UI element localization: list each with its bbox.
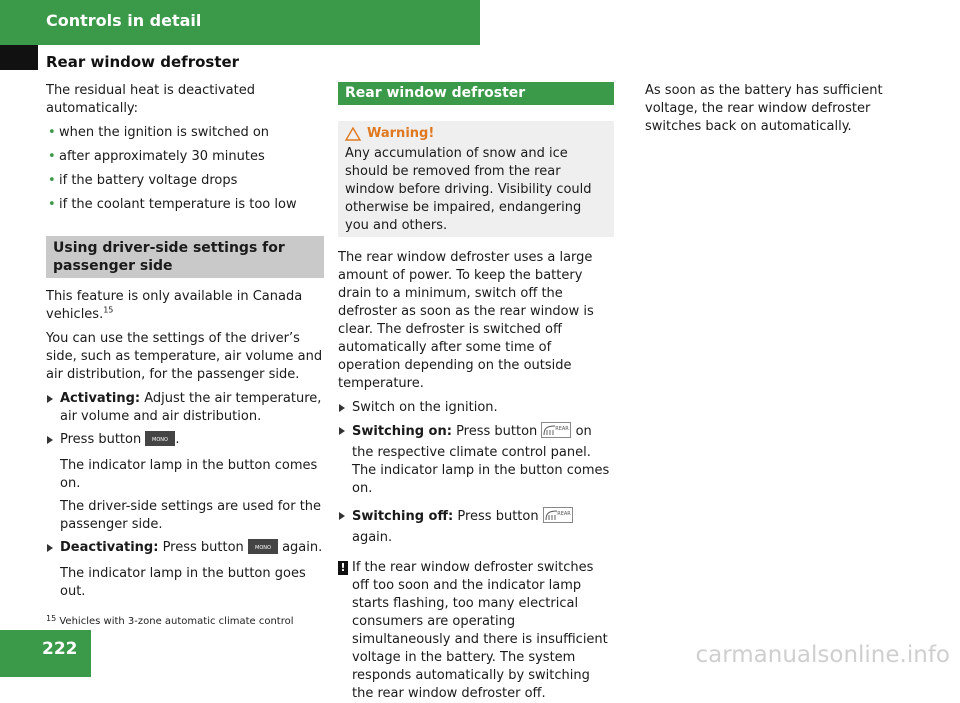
intro-text: The residual heat is deactivated automatically: (46, 83, 255, 116)
arrow-icon (47, 436, 53, 444)
warning-text: Any accumulation of snow and ice should be removed from the rear window before driving. Visibility could otherwise be impaired, endangering you and others. (345, 146, 592, 233)
bullet-icon: • (48, 197, 56, 212)
arrow-icon (339, 427, 345, 435)
step-press-mono: Press button MONO . (46, 431, 324, 452)
subsection-heading-box (46, 236, 324, 278)
svg-text:MONO: MONO (254, 545, 271, 551)
svg-text:REAR: REAR (555, 426, 570, 432)
step-deactivating: Deactivating: Press button MONO again. (46, 539, 324, 560)
chapter-title: Controls in detail (46, 11, 202, 30)
section-heading-bar: Rear window defroster (338, 82, 614, 105)
column-left (46, 82, 324, 606)
arrow-icon (47, 544, 53, 552)
availability-text: This feature is only available in Canada vehicles.$^{15}$ (46, 289, 303, 322)
arrow-icon (47, 395, 53, 403)
subsection-heading-line2: passenger side (53, 258, 173, 274)
step-note: The driver-side settings are used for the passenger side. (60, 499, 322, 532)
section-title: Rear window defroster (46, 53, 240, 71)
svg-text:REAR: REAR (556, 511, 571, 517)
step-activating: Activating: Adjust the air temperature, air volume and air distribution. (46, 390, 324, 426)
footnote: $^{15}$ Vehicles with 3-zone automatic climate control (46, 614, 294, 627)
step-note: The indicator lamp in the button comes on. (352, 463, 610, 496)
bullet-icon: • (48, 173, 56, 188)
rear-defroster-icon (543, 507, 573, 529)
bullet-icon: • (48, 125, 56, 140)
list-item: • if the coolant temperature is too low (48, 197, 297, 212)
arrow-icon (339, 404, 345, 412)
step-switching-off: Switching off: Press button REAR again. (338, 507, 614, 547)
warning-triangle-icon (345, 127, 361, 141)
description-text: You can use the settings of the driver’s side, such as temperature, air volume and air distribution, for the passenger side. (46, 331, 323, 382)
exclamation-icon: ! (338, 561, 348, 575)
column-middle (338, 82, 614, 703)
watermark: carmanualsonline.info (695, 642, 950, 668)
arrow-icon (339, 512, 345, 520)
note-block: ! If the rear window defroster switches off too soon and the indicator lamp starts flashing, too many electrical consumers are operating simultaneously and there is insufficient voltage in the battery. The system responds automatically by switching the rear window defroster off. (338, 559, 614, 703)
list-item: • after approximately 30 minutes (48, 149, 265, 164)
step-note: The indicator lamp in the button goes out. (60, 566, 306, 599)
page-number: 222 (42, 639, 78, 659)
list-item: • if the battery voltage drops (48, 173, 238, 188)
footnote-ref: 15 (103, 305, 114, 315)
section-marker-tab (0, 45, 38, 70)
subsection-heading-line1: Using driver-side settings for (53, 240, 285, 256)
power-paragraph: The rear window defroster uses a large amount of power. To keep the battery drain to a minimum, switch off the defroster as soon as the rear window is clear. The defroster is switched off automatically after some time of operation depending on the outside temperature. (338, 250, 594, 391)
step-switching-on: Switching on: Press button REAR on the respective climate control panel. The indicator lamp in the button comes on. (338, 422, 614, 498)
column-right (645, 82, 915, 142)
mono-button-icon (248, 539, 278, 560)
list-item: • when the ignition is switched on (48, 125, 270, 140)
rear-defroster-icon (541, 422, 571, 444)
step-ignition: Switch on the ignition. (338, 399, 614, 417)
mono-button-icon (145, 431, 175, 452)
battery-text: As soon as the battery has sufficient voltage, the rear window defroster switches back on automatically. (645, 83, 883, 134)
step-note: The indicator lamp in the button comes on. (60, 458, 318, 491)
svg-text:MONO: MONO (152, 437, 169, 443)
warning-box (338, 121, 614, 237)
warning-heading: Warning! (345, 125, 606, 143)
bullet-icon: • (48, 149, 56, 164)
